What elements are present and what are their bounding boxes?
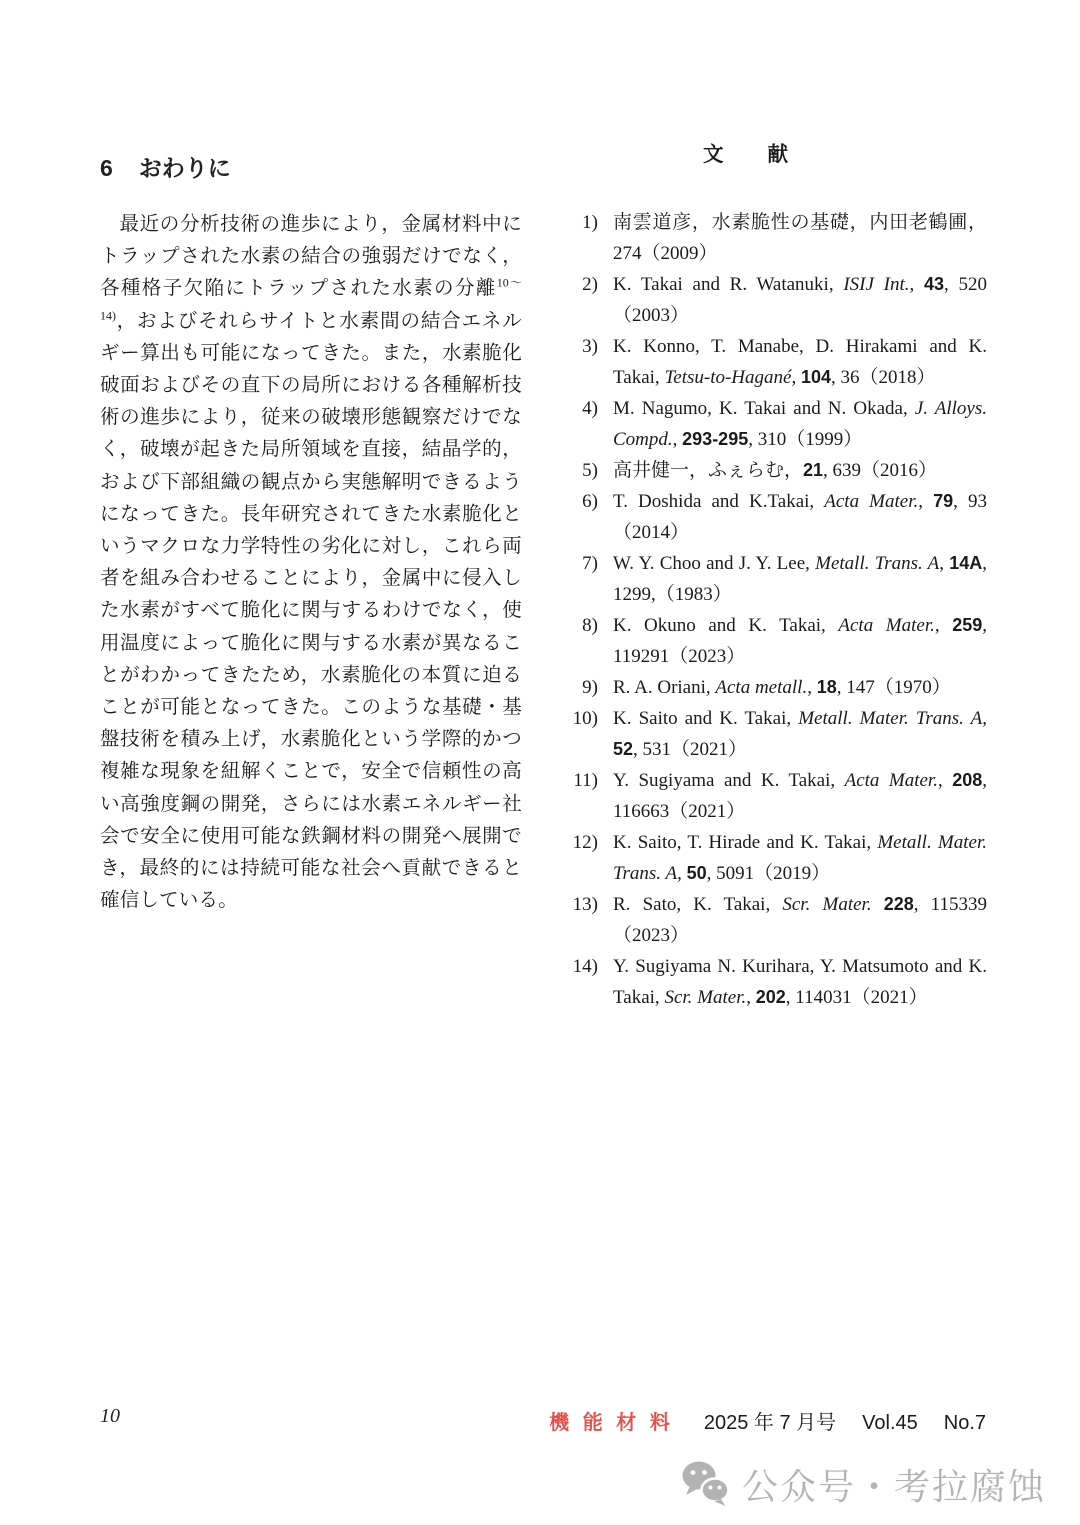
- wechat-icon: [680, 1458, 732, 1510]
- reference-number: 5): [582, 460, 598, 481]
- citation-superscript: 10～14): [100, 275, 522, 323]
- reference-text: K. Takai and R. Watanuki, ISIJ Int., 43, 520（2003）: [613, 274, 987, 326]
- page-number: 10: [100, 1405, 120, 1427]
- reference-number: 10): [572, 708, 598, 729]
- reference-item: [565, 393, 987, 455]
- reference-item: [565, 455, 987, 486]
- reference-item: [565, 486, 987, 548]
- reference-item: [565, 672, 987, 703]
- reference-text: K. Konno, T. Manabe, D. Hirakami and K. Takai, Tetsu-to-Hagané, 104, 36（2018）: [613, 336, 987, 388]
- references-heading: 文 献: [703, 144, 789, 166]
- reference-text: W. Y. Choo and J. Y. Lee, Metall. Trans. A, 14A, 1299,（1983）: [613, 553, 988, 605]
- section-heading: [100, 150, 522, 183]
- reference-item: [565, 269, 987, 331]
- reference-item: [565, 610, 987, 672]
- references-section: [565, 137, 987, 1013]
- reference-number: 14): [572, 956, 598, 977]
- reference-number: 3): [582, 336, 598, 357]
- reference-number: 2): [582, 274, 598, 295]
- conclusion-paragraph: [100, 209, 522, 917]
- reference-number: 13): [572, 894, 598, 915]
- reference-number: 12): [572, 832, 598, 853]
- reference-number: 4): [582, 398, 598, 419]
- reference-text: T. Doshida and K.Takai, Acta Mater., 79, 93（2014）: [613, 491, 988, 543]
- reference-text: R. Sato, K. Takai, Scr. Mater. 228, 115339（2023）: [613, 894, 987, 946]
- watermark: [680, 1458, 1046, 1510]
- reference-item: [565, 827, 987, 889]
- reference-number: 9): [582, 677, 598, 698]
- conclusion-section: [100, 150, 522, 917]
- reference-item: [565, 765, 987, 827]
- issue-number-label: No.7: [943, 1412, 986, 1434]
- reference-number: 7): [582, 553, 598, 574]
- section-number: 6: [100, 155, 113, 181]
- issue-date: 2025 年 7 月号: [703, 1412, 837, 1434]
- reference-text: Y. Sugiyama and K. Takai, Acta Mater., 208, 116663（2021）: [613, 770, 988, 822]
- reference-item: [565, 889, 987, 951]
- volume-label: Vol.45: [862, 1412, 918, 1434]
- reference-text: K. Saito, T. Hirade and K. Takai, Metall. Mater. Trans. A, 50, 5091（2019）: [613, 832, 987, 884]
- journal-name: 機 能 材 料: [549, 1412, 674, 1434]
- reference-text: K. Okuno and K. Takai, Acta Mater., 259, 119291（2023）: [613, 615, 987, 667]
- reference-item: [565, 548, 987, 610]
- reference-text: Y. Sugiyama N. Kurihara, Y. Matsumoto and K. Takai, Scr. Mater., 202, 114031（2021）: [613, 956, 987, 1008]
- reference-item: [565, 703, 987, 765]
- watermark-text: 公众号・考拉腐蚀: [741, 1465, 1046, 1507]
- reference-item: [565, 951, 987, 1013]
- reference-number: 11): [573, 770, 598, 791]
- reference-number: 8): [582, 615, 598, 636]
- reference-text: 高井健一，ふぇらむ，21, 639（2016）: [613, 460, 938, 481]
- paragraph-text-before-citation: 最近の分析技術の進歩により，金属材料中にトラップされた水素の結合の強弱だけでなく，各種格子欠陥にトラップされた水素の分離: [100, 214, 522, 300]
- reference-list: [565, 207, 987, 1013]
- reference-text: R. A. Oriani, Acta metall., 18, 147（1970）: [613, 677, 951, 698]
- issue-group: [704, 1406, 986, 1435]
- reference-text: M. Nagumo, K. Takai and N. Okada, J. Alloys. Compd., 293-295, 310（1999）: [613, 398, 987, 450]
- reference-text: 南雲道彦，水素脆性の基礎，内田老鶴圃，274（2009）: [613, 212, 987, 264]
- reference-text: K. Saito and K. Takai, Metall. Mater. Trans. A, 52, 531（2021）: [613, 708, 988, 760]
- paragraph-text-after-citation: ，およびそれらサイトと水素間の結合エネルギー算出も可能になってきた。また，水素脆化破面およびその直下の局所における各種解析技術の進歩により，従来の破壊形態観察だけでなく，破壊が起きた局所領域を直接，結晶学的，および下部組織の観点から実態解明できるようになってきた。長年研究されてきた水素脆化というマクロな力学特性の劣化に対し，これら両者を組み合わせることにより，金属中に侵入した水素がすべて脆化に関与するわけでなく，使用温度によって脆化に関与する水素が異なることがわかってきたため，水素脆化の本質に迫ることが可能となってきた。このような基礎・基盤技術を積み上げ，水素脆化という学際的かつ複雑な現象を紐解くことで，安全で信頼性の高い高強度鋼の開発，さらには水素エネルギー社会で安全に使用可能な鉄鋼材料の開発へ展開でき，最終的には持続可能な社会へ貢献できると確信している。: [100, 310, 522, 912]
- reference-number: 6): [582, 491, 598, 512]
- reference-number: 1): [582, 212, 598, 233]
- reference-item: [565, 207, 987, 269]
- footer-journal-info: [549, 1406, 986, 1435]
- section-title: おわりに: [138, 155, 231, 181]
- reference-item: [565, 331, 987, 393]
